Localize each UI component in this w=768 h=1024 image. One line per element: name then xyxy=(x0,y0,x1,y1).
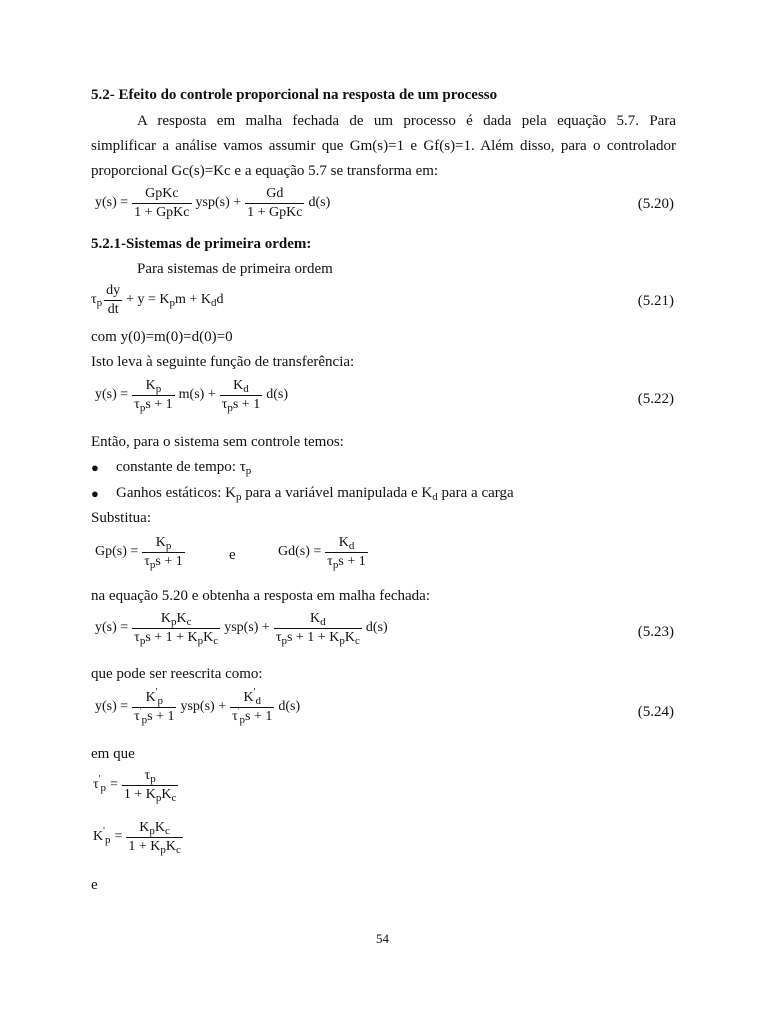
eq-term xyxy=(126,292,223,309)
eq-text: τ xyxy=(134,397,140,413)
subscript: c xyxy=(354,635,360,648)
text-line: Isto leva à seguinte função de transferência: xyxy=(91,354,355,370)
fraction-denominator xyxy=(132,707,176,725)
text-line: que pode ser reescrita como: xyxy=(91,666,263,682)
eq-text: K xyxy=(155,535,166,550)
bullet-text: para a carga xyxy=(437,485,514,501)
fraction xyxy=(132,687,176,727)
superscript: ' xyxy=(237,706,240,718)
eq-term: ysp(s) + xyxy=(195,195,242,211)
eq-text: τ xyxy=(327,554,333,570)
eq-lhs: y(s) = xyxy=(95,699,129,715)
fraction-numerator xyxy=(220,378,262,395)
fraction-numerator: Gd xyxy=(266,186,284,201)
eq-term: ysp(s) + xyxy=(180,699,227,715)
fraction-denominator xyxy=(230,707,274,725)
bullet-icon: ● xyxy=(91,486,99,501)
subscript: p xyxy=(155,792,162,805)
gp-definition xyxy=(93,535,187,570)
paragraph-line: simplificar a análise vamos assumir que Gm(s)=1 e Gf(s)=1. Além disso, para o controlador xyxy=(91,138,676,154)
eq-term: ysp(s) + xyxy=(224,620,270,636)
subscript: c xyxy=(213,635,219,648)
superscript: ' xyxy=(253,687,256,698)
paragraph-line: proporcional Gc(s)=Kc e a equação 5.7 se transforma em: xyxy=(91,163,439,179)
eq-text: K xyxy=(145,378,156,393)
fraction-numerator xyxy=(230,687,274,707)
eq-text: K xyxy=(344,630,355,646)
eq-text: s + 1 xyxy=(232,397,261,413)
fraction-denominator xyxy=(325,552,367,570)
subscript: p xyxy=(100,782,106,795)
fraction xyxy=(132,611,220,646)
fraction xyxy=(126,820,183,855)
subscript: p xyxy=(141,714,148,727)
subscript: p xyxy=(165,540,172,552)
subscript: p xyxy=(332,559,339,572)
subscript: p xyxy=(160,844,166,857)
equation-5-20 xyxy=(93,186,332,221)
eq-lhs: y(s) = xyxy=(95,195,129,211)
fraction xyxy=(245,186,304,221)
fraction-numerator xyxy=(132,378,174,395)
eq-text: K xyxy=(93,829,104,845)
superscript: ' xyxy=(103,826,105,838)
fraction-denominator: 1 + GpKc xyxy=(134,205,190,221)
eq-text: d xyxy=(216,292,224,308)
text-line: na equação 5.20 e obtenha a resposta em malha fechada: xyxy=(91,588,431,604)
subsection-title: 5.2.1-Sistemas de primeira ordem: xyxy=(91,236,312,252)
text-line: em que xyxy=(91,746,135,762)
subscript: d xyxy=(255,695,261,707)
paragraph-line: A resposta em malha fechada de um processo é dada pela equação 5.7. Para xyxy=(137,113,676,129)
eq-text: s + 1 xyxy=(155,554,183,570)
eq-text: K xyxy=(233,378,244,393)
subscript: p xyxy=(235,491,242,503)
subscript: p xyxy=(155,383,162,395)
equation-5-23 xyxy=(93,611,390,646)
eq-text: K xyxy=(145,690,156,705)
equation-number: (5.20) xyxy=(637,196,674,212)
definition-k-prime xyxy=(91,820,185,855)
subscript: p xyxy=(239,714,246,727)
eq-lhs xyxy=(93,826,111,847)
fraction xyxy=(104,283,122,318)
equation-number: (5.24) xyxy=(637,704,674,720)
equation-number: (5.23) xyxy=(637,624,674,640)
eq-lhs: y(s) = xyxy=(95,387,129,403)
equation-5-24 xyxy=(93,687,302,727)
eq-lhs xyxy=(93,774,106,795)
subscript: p xyxy=(139,402,146,415)
subscript: c xyxy=(165,825,170,837)
fraction-denominator: 1 + GpKc xyxy=(247,205,303,221)
fraction-numerator xyxy=(142,535,184,552)
eq-text: τ xyxy=(232,709,238,725)
subscript: d xyxy=(243,383,249,395)
eq-text: K xyxy=(154,820,166,835)
text-line: e xyxy=(91,877,98,893)
text-line: Substitua: xyxy=(91,510,152,526)
subscript: p xyxy=(149,559,156,572)
bullet-item xyxy=(116,458,251,476)
eq-text: K xyxy=(160,611,171,626)
tau-symbol xyxy=(91,292,102,309)
eq-text: + y = K xyxy=(126,292,170,308)
conjunction: e xyxy=(229,547,236,563)
eq-text: K xyxy=(176,611,187,626)
tau: τ xyxy=(91,292,97,308)
definition-tau-prime xyxy=(91,768,180,803)
subscript: c xyxy=(175,844,181,857)
fraction-numerator: dy xyxy=(106,283,121,298)
eq-term: m(s) + xyxy=(178,387,216,403)
subscript: d xyxy=(320,616,326,628)
subscript: p xyxy=(170,616,177,628)
eq-text: K xyxy=(310,611,321,626)
fraction xyxy=(142,535,184,570)
bullet-item xyxy=(116,484,514,502)
initial-conditions: com y(0)=m(0)=d(0)=0 xyxy=(91,329,233,345)
fraction-denominator xyxy=(274,628,362,646)
eq-text: K xyxy=(139,820,150,835)
eq-text: 1 + K xyxy=(128,839,161,855)
eq-text: s + 1 xyxy=(338,554,366,570)
subscript: c xyxy=(171,792,177,805)
bullet-text: constante de tempo: xyxy=(116,459,240,475)
fraction-denominator: dt xyxy=(104,300,122,318)
fraction-denominator xyxy=(142,552,184,570)
subscript: p xyxy=(169,297,176,310)
fraction xyxy=(230,687,274,727)
eq-text: s + 1 xyxy=(145,397,173,413)
subscript: p xyxy=(139,635,146,648)
eq-text: τ xyxy=(144,554,150,570)
gd-definition xyxy=(276,535,370,570)
subsection-intro: Para sistemas de primeira ordem xyxy=(137,261,333,277)
equation-number: (5.22) xyxy=(637,391,674,407)
fraction-denominator xyxy=(132,628,220,646)
tau: τ xyxy=(93,777,99,793)
subscript: p xyxy=(157,695,164,707)
eq-term: d(s) xyxy=(266,387,288,403)
eq-lhs: Gp(s) = xyxy=(95,544,139,560)
eq-lhs: y(s) = xyxy=(95,620,129,636)
eq-text: K xyxy=(165,839,176,855)
subscript: p xyxy=(197,635,204,648)
eq-text: τ xyxy=(134,709,140,725)
fraction-denominator xyxy=(122,785,179,803)
eq-text: s + 1 + K xyxy=(286,630,340,646)
eq-text: m + K xyxy=(175,292,211,308)
subscript: d xyxy=(210,297,217,310)
eq-text: s + 1 + K xyxy=(145,630,198,646)
bullet-text: para a variável manipulada e K xyxy=(241,485,433,501)
subscript: p xyxy=(96,297,103,310)
fraction xyxy=(220,378,262,413)
fraction-denominator xyxy=(220,395,262,413)
equation-5-21 xyxy=(91,283,225,318)
eq-text: K xyxy=(161,787,172,803)
fraction-denominator xyxy=(132,395,174,413)
eq-text: τ xyxy=(134,630,140,646)
eq-text: K xyxy=(203,630,214,646)
bullet-text: Ganhos estáticos: K xyxy=(116,485,236,501)
text-line: Então, para o sistema sem controle temos: xyxy=(91,434,344,450)
equals-sign: = xyxy=(109,777,118,793)
eq-text: K xyxy=(338,535,349,550)
fraction xyxy=(274,611,362,646)
superscript: ' xyxy=(98,774,101,786)
subscript: p xyxy=(104,834,111,847)
eq-text: τ xyxy=(144,768,151,783)
section-title: 5.2- Efeito do controle proporcional na resposta de um processo xyxy=(91,87,498,103)
eq-text: τ xyxy=(221,397,228,413)
fraction-numerator xyxy=(122,768,179,785)
subscript: p xyxy=(227,402,233,415)
fraction xyxy=(325,535,367,570)
eq-text: τ xyxy=(275,630,282,646)
equals-sign: = xyxy=(114,829,123,845)
fraction xyxy=(132,378,174,413)
equation-5-22 xyxy=(93,378,290,413)
equation-number: (5.21) xyxy=(637,293,674,309)
eq-text: s + 1 xyxy=(147,709,175,725)
fraction-numerator xyxy=(132,687,176,707)
tau: τ xyxy=(239,459,246,475)
eq-text: s + 1 xyxy=(245,709,273,725)
superscript: ' xyxy=(139,706,142,718)
subscript: p xyxy=(150,773,156,785)
subscript: p xyxy=(339,635,345,648)
eq-text: K xyxy=(243,690,254,705)
eq-term: d(s) xyxy=(308,195,331,211)
fraction-numerator xyxy=(132,611,220,628)
eq-text: 1 + K xyxy=(123,787,156,803)
eq-term: d(s) xyxy=(278,699,301,715)
subscript: p xyxy=(149,825,155,837)
subscript: p xyxy=(281,635,287,648)
page-number: 54 xyxy=(376,931,389,946)
fraction-numerator xyxy=(325,535,367,552)
subscript: d xyxy=(348,540,355,552)
subscript: d xyxy=(432,491,438,503)
fraction-numerator xyxy=(126,820,183,837)
fraction xyxy=(122,768,179,803)
fraction xyxy=(132,186,191,221)
eq-term: d(s) xyxy=(365,620,388,636)
fraction-denominator xyxy=(126,837,183,855)
eq-lhs: Gd(s) = xyxy=(278,544,322,560)
subscript: p xyxy=(245,465,252,477)
fraction-numerator xyxy=(274,611,362,628)
fraction-numerator: GpKc xyxy=(145,186,179,201)
subscript: c xyxy=(186,616,192,628)
bullet-icon: ● xyxy=(91,460,99,475)
superscript: ' xyxy=(155,687,158,698)
